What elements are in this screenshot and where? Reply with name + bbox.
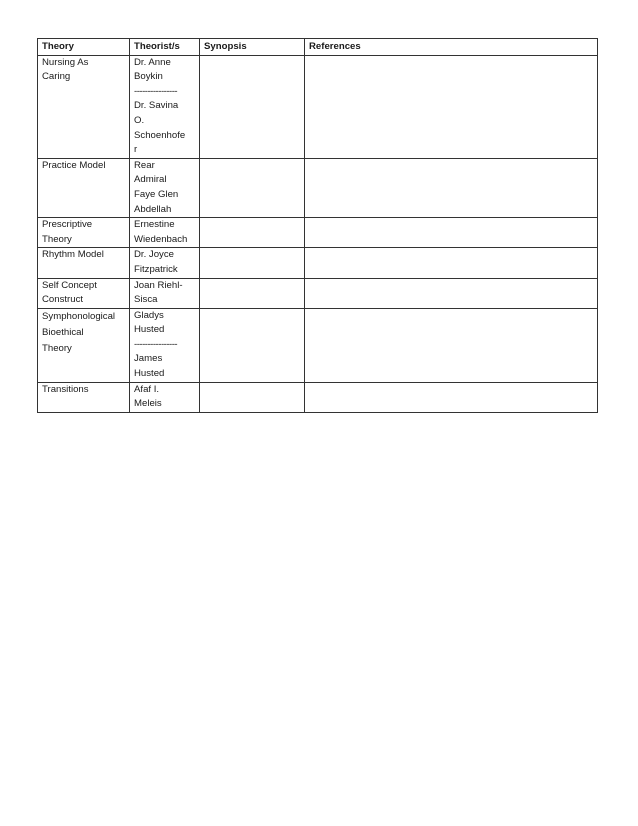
theorist-line: Faye Glen <box>134 188 179 200</box>
theory-cell <box>38 278 130 308</box>
theorist-line: Rear <box>134 159 155 171</box>
theorist-line: Dr. Joyce <box>134 249 174 261</box>
header-synopsis: Synopsis <box>200 39 305 56</box>
theorist-line: Husted <box>134 368 165 380</box>
theory-cell <box>38 218 130 248</box>
theory-cell <box>38 248 130 278</box>
theorist-line: Dr. Anne <box>134 56 171 68</box>
theorist-line: James <box>134 353 163 365</box>
theorist-line: r <box>134 144 138 156</box>
theory-line: Theory <box>42 342 72 354</box>
references-cell[interactable] <box>305 218 598 248</box>
theorist-line: Boykin <box>134 71 163 83</box>
theory-line: Self Concept <box>42 279 97 291</box>
theorist-cell <box>130 158 200 217</box>
theorist-line: Sisca <box>134 294 158 306</box>
header-references: References <box>305 39 598 56</box>
header-theorists: Theorist/s <box>130 39 200 56</box>
theory-line: Theory <box>42 233 72 245</box>
theory-line: Practice Model <box>42 159 106 171</box>
theory-table <box>37 38 598 413</box>
references-cell[interactable] <box>305 248 598 278</box>
theory-line: Construct <box>42 294 84 306</box>
theorist-cell <box>130 278 200 308</box>
theory-line: Prescriptive <box>42 219 93 231</box>
table-row <box>38 218 598 248</box>
table-row <box>38 308 598 382</box>
references-cell[interactable] <box>305 55 598 158</box>
theory-cell <box>38 382 130 412</box>
theorist-cell <box>130 308 200 382</box>
theory-line: Bioethical <box>42 326 84 338</box>
theory-line: Nursing As <box>42 56 89 68</box>
table-row <box>38 158 598 217</box>
table-row <box>38 55 598 158</box>
references-cell[interactable] <box>305 158 598 217</box>
header-theory: Theory <box>38 39 130 56</box>
references-cell[interactable] <box>305 308 598 382</box>
theorist-line: Wiedenbach <box>134 233 188 245</box>
synopsis-cell[interactable] <box>200 158 305 217</box>
theory-cell <box>38 158 130 217</box>
theory-line: Symphonological <box>42 310 116 322</box>
synopsis-cell[interactable] <box>200 55 305 158</box>
theorist-separator: ---------------- <box>134 338 178 350</box>
theory-line: Transitions <box>42 383 89 395</box>
theorist-line: Schoenhofe <box>134 129 186 141</box>
table-row <box>38 248 598 278</box>
theorist-cell <box>130 248 200 278</box>
theorist-cell <box>130 218 200 248</box>
theorist-line: Meleis <box>134 398 162 410</box>
theory-line: Rhythm Model <box>42 249 104 261</box>
theory-cell <box>38 55 130 158</box>
references-cell[interactable] <box>305 382 598 412</box>
theorist-cell <box>130 55 200 158</box>
synopsis-cell[interactable] <box>200 382 305 412</box>
theorist-line: Husted <box>134 324 165 336</box>
theorist-line: Dr. Savina <box>134 100 179 112</box>
theory-cell <box>38 308 130 382</box>
theorist-line: Abdellah <box>134 203 172 215</box>
synopsis-cell[interactable] <box>200 308 305 382</box>
synopsis-cell[interactable] <box>200 218 305 248</box>
synopsis-cell[interactable] <box>200 248 305 278</box>
theorist-line: Afaf I. <box>134 383 160 395</box>
theorist-line: Fitzpatrick <box>134 263 178 275</box>
table-header-row <box>38 39 598 56</box>
theorist-cell <box>130 382 200 412</box>
theorist-line: O. <box>134 114 145 126</box>
theory-line: Caring <box>42 71 71 83</box>
theorist-line: Ernestine <box>134 219 175 231</box>
theorist-line: Joan Riehl- <box>134 279 183 291</box>
table-row <box>38 382 598 412</box>
theorist-line: Admiral <box>134 174 167 186</box>
synopsis-cell[interactable] <box>200 278 305 308</box>
theorist-line: Gladys <box>134 309 164 321</box>
references-cell[interactable] <box>305 278 598 308</box>
theorist-separator: ---------------- <box>134 85 178 97</box>
table-row <box>38 278 598 308</box>
